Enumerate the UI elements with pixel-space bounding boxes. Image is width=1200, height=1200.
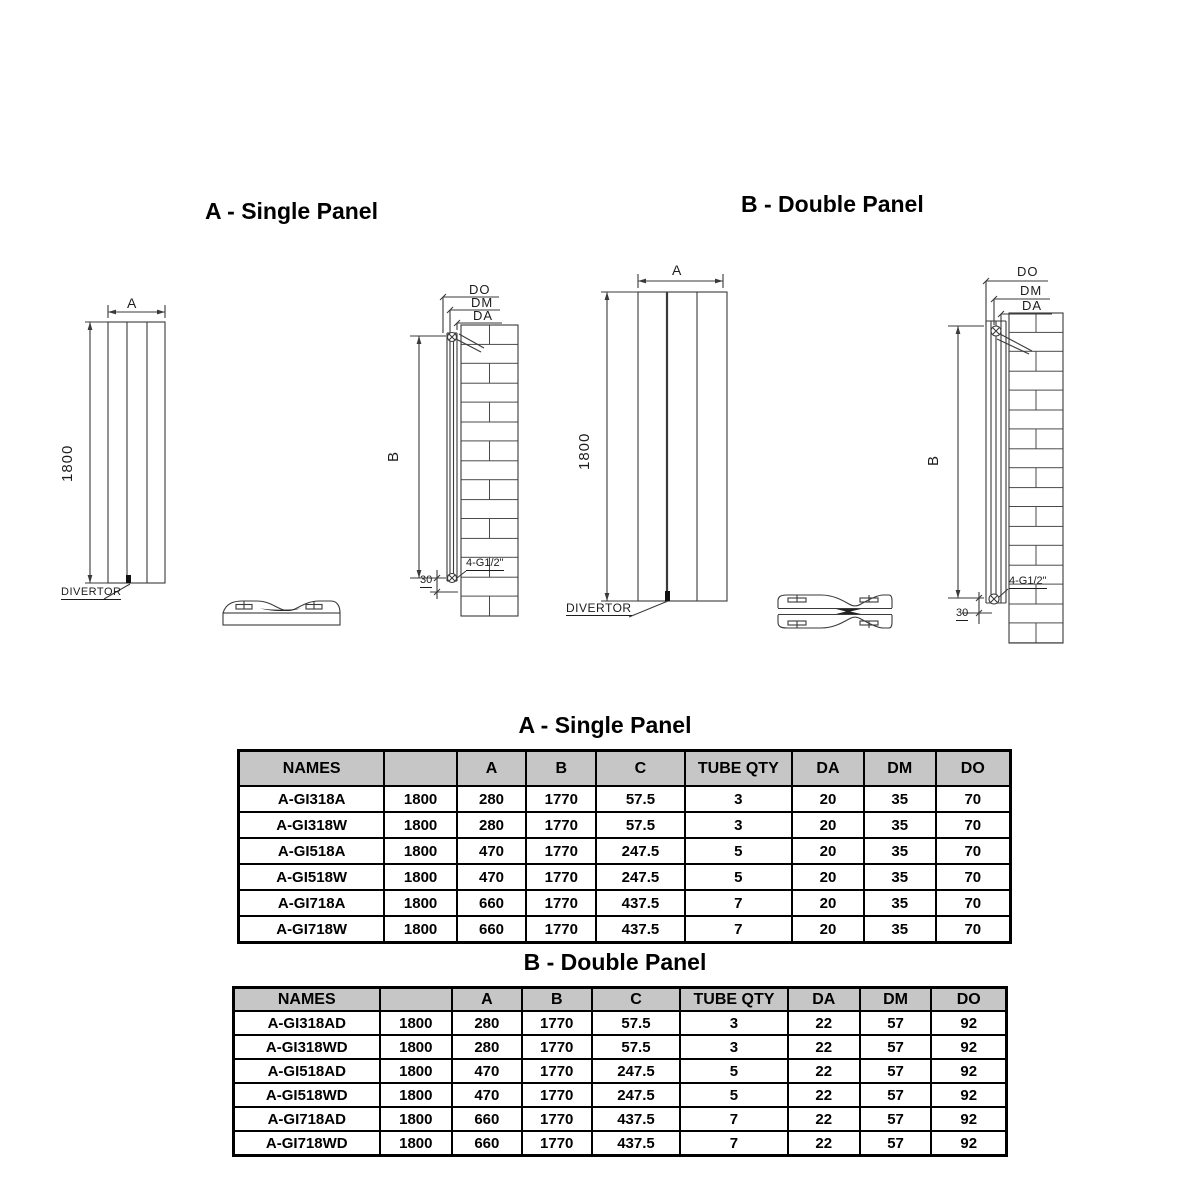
value-cell: 57 bbox=[860, 1035, 932, 1059]
table-row bbox=[239, 916, 1011, 943]
value-cell: 1800 bbox=[380, 1035, 453, 1059]
double-front-width-dim-label: A bbox=[672, 262, 682, 278]
value-cell: 1770 bbox=[522, 1011, 592, 1035]
value-cell: 247.5 bbox=[596, 838, 684, 864]
double-panel-table-title: B - Double Panel bbox=[523, 949, 707, 975]
double-section-view bbox=[778, 595, 892, 628]
value-cell: 70 bbox=[936, 838, 1011, 864]
value-cell: 22 bbox=[788, 1011, 860, 1035]
double-dm-dim-label: DM bbox=[1020, 283, 1043, 298]
table-row bbox=[239, 838, 1011, 864]
model-name-cell: A-GI518WD bbox=[234, 1083, 380, 1107]
value-cell: 35 bbox=[864, 916, 936, 943]
model-name-cell: A-GI718W bbox=[239, 916, 385, 943]
value-cell: 1800 bbox=[384, 786, 457, 812]
model-name-cell: A-GI318A bbox=[239, 786, 385, 812]
column-header bbox=[380, 988, 453, 1012]
table-row bbox=[239, 890, 1011, 916]
model-name-cell: A-GI718A bbox=[239, 890, 385, 916]
single-panel-table bbox=[237, 749, 1012, 944]
value-cell: 1770 bbox=[526, 864, 596, 890]
column-header: C bbox=[592, 988, 680, 1012]
value-cell: 20 bbox=[792, 890, 864, 916]
model-name-cell: A-GI518W bbox=[239, 864, 385, 890]
value-cell: 437.5 bbox=[596, 916, 684, 943]
value-cell: 70 bbox=[936, 812, 1011, 838]
table-row bbox=[239, 864, 1011, 890]
value-cell: 7 bbox=[680, 1107, 788, 1131]
double-wall-offset-label: 30 bbox=[956, 607, 969, 619]
table-row bbox=[234, 1059, 1007, 1083]
single-front-view bbox=[85, 305, 165, 599]
value-cell: 3 bbox=[685, 812, 793, 838]
double-da-dim-label: DA bbox=[1022, 298, 1043, 313]
value-cell: 1800 bbox=[384, 864, 457, 890]
value-cell: 57 bbox=[860, 1107, 932, 1131]
value-cell: 1800 bbox=[384, 838, 457, 864]
value-cell: 70 bbox=[936, 786, 1011, 812]
value-cell: 22 bbox=[788, 1059, 860, 1083]
single-dm-dim-label: DM bbox=[471, 295, 494, 310]
column-header: B bbox=[526, 751, 596, 787]
value-cell: 5 bbox=[685, 838, 793, 864]
single-side-height-dim-label: B bbox=[385, 451, 402, 462]
value-cell: 247.5 bbox=[592, 1083, 680, 1107]
value-cell: 5 bbox=[680, 1083, 788, 1107]
double-front-view bbox=[601, 274, 727, 617]
value-cell: 92 bbox=[931, 1059, 1006, 1083]
table-row bbox=[234, 1011, 1007, 1035]
value-cell: 20 bbox=[792, 786, 864, 812]
value-cell: 1770 bbox=[522, 1131, 592, 1156]
model-name-cell: A-GI718WD bbox=[234, 1131, 380, 1156]
spec-table bbox=[232, 986, 1008, 1157]
value-cell: 5 bbox=[685, 864, 793, 890]
value-cell: 1800 bbox=[380, 1059, 453, 1083]
value-cell: 437.5 bbox=[596, 890, 684, 916]
column-header bbox=[384, 751, 457, 787]
double-panel-table bbox=[232, 986, 1008, 1157]
value-cell: 22 bbox=[788, 1083, 860, 1107]
value-cell: 7 bbox=[685, 890, 793, 916]
column-header: DA bbox=[788, 988, 860, 1012]
value-cell: 1770 bbox=[522, 1035, 592, 1059]
value-cell: 70 bbox=[936, 890, 1011, 916]
value-cell: 660 bbox=[457, 890, 526, 916]
model-name-cell: A-GI718AD bbox=[234, 1107, 380, 1131]
column-header: A bbox=[457, 751, 526, 787]
value-cell: 1770 bbox=[522, 1083, 592, 1107]
double-panel-section-title: B - Double Panel bbox=[741, 191, 924, 217]
single-da-dim-label: DA bbox=[473, 308, 494, 323]
value-cell: 92 bbox=[931, 1107, 1006, 1131]
value-cell: 280 bbox=[452, 1035, 521, 1059]
model-name-cell: A-GI318WD bbox=[234, 1035, 380, 1059]
value-cell: 660 bbox=[457, 916, 526, 943]
header-row bbox=[234, 988, 1007, 1012]
column-header: TUBE QTY bbox=[680, 988, 788, 1012]
model-name-cell: A-GI318AD bbox=[234, 1011, 380, 1035]
value-cell: 660 bbox=[452, 1131, 521, 1156]
column-header: DM bbox=[864, 751, 936, 787]
value-cell: 22 bbox=[788, 1035, 860, 1059]
model-name-cell: A-GI518A bbox=[239, 838, 385, 864]
model-name-cell: A-GI318W bbox=[239, 812, 385, 838]
table-row bbox=[234, 1035, 1007, 1059]
value-cell: 20 bbox=[792, 812, 864, 838]
value-cell: 70 bbox=[936, 916, 1011, 943]
value-cell: 57.5 bbox=[592, 1011, 680, 1035]
table-row bbox=[239, 812, 1011, 838]
value-cell: 5 bbox=[680, 1059, 788, 1083]
value-cell: 1770 bbox=[526, 890, 596, 916]
table-row bbox=[234, 1107, 1007, 1131]
double-divertor-label: DIVERTOR bbox=[566, 601, 632, 615]
double-connection-label: 4-G1/2" bbox=[1009, 575, 1047, 587]
double-front-height-dim-label: 1800 bbox=[576, 432, 593, 470]
column-header: A bbox=[452, 988, 521, 1012]
spec-table bbox=[237, 749, 1012, 944]
value-cell: 1800 bbox=[384, 890, 457, 916]
single-front-width-dim-label: A bbox=[127, 295, 137, 311]
value-cell: 35 bbox=[864, 838, 936, 864]
value-cell: 57.5 bbox=[596, 786, 684, 812]
value-cell: 22 bbox=[788, 1107, 860, 1131]
value-cell: 1770 bbox=[522, 1107, 592, 1131]
value-cell: 57 bbox=[860, 1011, 932, 1035]
value-cell: 35 bbox=[864, 786, 936, 812]
value-cell: 3 bbox=[680, 1011, 788, 1035]
value-cell: 660 bbox=[452, 1107, 521, 1131]
value-cell: 1770 bbox=[526, 916, 596, 943]
value-cell: 20 bbox=[792, 916, 864, 943]
value-cell: 247.5 bbox=[596, 864, 684, 890]
value-cell: 247.5 bbox=[592, 1059, 680, 1083]
value-cell: 1800 bbox=[384, 812, 457, 838]
value-cell: 92 bbox=[931, 1035, 1006, 1059]
value-cell: 1770 bbox=[526, 838, 596, 864]
value-cell: 7 bbox=[680, 1131, 788, 1156]
value-cell: 35 bbox=[864, 864, 936, 890]
value-cell: 470 bbox=[452, 1059, 521, 1083]
value-cell: 1770 bbox=[526, 786, 596, 812]
column-header: DA bbox=[792, 751, 864, 787]
value-cell: 22 bbox=[788, 1131, 860, 1156]
value-cell: 92 bbox=[931, 1011, 1006, 1035]
single-do-dim-label: DO bbox=[469, 282, 491, 297]
column-header: DM bbox=[860, 988, 932, 1012]
single-panel-table-title: A - Single Panel bbox=[518, 712, 692, 738]
single-section-view bbox=[223, 601, 340, 625]
model-name-cell: A-GI518AD bbox=[234, 1059, 380, 1083]
column-header: NAMES bbox=[234, 988, 380, 1012]
value-cell: 57.5 bbox=[596, 812, 684, 838]
column-header: B bbox=[522, 988, 592, 1012]
value-cell: 3 bbox=[680, 1035, 788, 1059]
value-cell: 280 bbox=[457, 786, 526, 812]
value-cell: 1770 bbox=[522, 1059, 592, 1083]
value-cell: 280 bbox=[452, 1011, 521, 1035]
value-cell: 92 bbox=[931, 1131, 1006, 1156]
column-header: C bbox=[596, 751, 684, 787]
table-row bbox=[239, 786, 1011, 812]
value-cell: 1800 bbox=[384, 916, 457, 943]
value-cell: 1800 bbox=[380, 1011, 453, 1035]
value-cell: 20 bbox=[792, 838, 864, 864]
value-cell: 437.5 bbox=[592, 1131, 680, 1156]
value-cell: 470 bbox=[452, 1083, 521, 1107]
value-cell: 1800 bbox=[380, 1131, 453, 1156]
value-cell: 1800 bbox=[380, 1083, 453, 1107]
value-cell: 57 bbox=[860, 1131, 932, 1156]
column-header: NAMES bbox=[239, 751, 385, 787]
table-row bbox=[234, 1131, 1007, 1156]
single-divertor-label: DIVERTOR bbox=[61, 586, 122, 598]
value-cell: 470 bbox=[457, 864, 526, 890]
value-cell: 1800 bbox=[380, 1107, 453, 1131]
column-header: DO bbox=[931, 988, 1006, 1012]
value-cell: 70 bbox=[936, 864, 1011, 890]
value-cell: 35 bbox=[864, 812, 936, 838]
header-row bbox=[239, 751, 1011, 787]
value-cell: 57.5 bbox=[592, 1035, 680, 1059]
single-front-height-dim-label: 1800 bbox=[59, 444, 76, 482]
value-cell: 1770 bbox=[526, 812, 596, 838]
value-cell: 437.5 bbox=[592, 1107, 680, 1131]
single-panel-section-title: A - Single Panel bbox=[205, 198, 378, 224]
single-connection-label: 4-G1/2" bbox=[466, 557, 504, 569]
value-cell: 35 bbox=[864, 890, 936, 916]
value-cell: 3 bbox=[685, 786, 793, 812]
single-wall-offset-label: 30 bbox=[420, 574, 433, 586]
value-cell: 57 bbox=[860, 1059, 932, 1083]
value-cell: 57 bbox=[860, 1083, 932, 1107]
value-cell: 92 bbox=[931, 1083, 1006, 1107]
column-header: TUBE QTY bbox=[685, 751, 793, 787]
value-cell: 20 bbox=[792, 864, 864, 890]
value-cell: 470 bbox=[457, 838, 526, 864]
double-side-height-dim-label: B bbox=[925, 455, 942, 466]
double-do-dim-label: DO bbox=[1017, 264, 1039, 279]
column-header: DO bbox=[936, 751, 1011, 787]
value-cell: 7 bbox=[685, 916, 793, 943]
value-cell: 280 bbox=[457, 812, 526, 838]
table-row bbox=[234, 1083, 1007, 1107]
